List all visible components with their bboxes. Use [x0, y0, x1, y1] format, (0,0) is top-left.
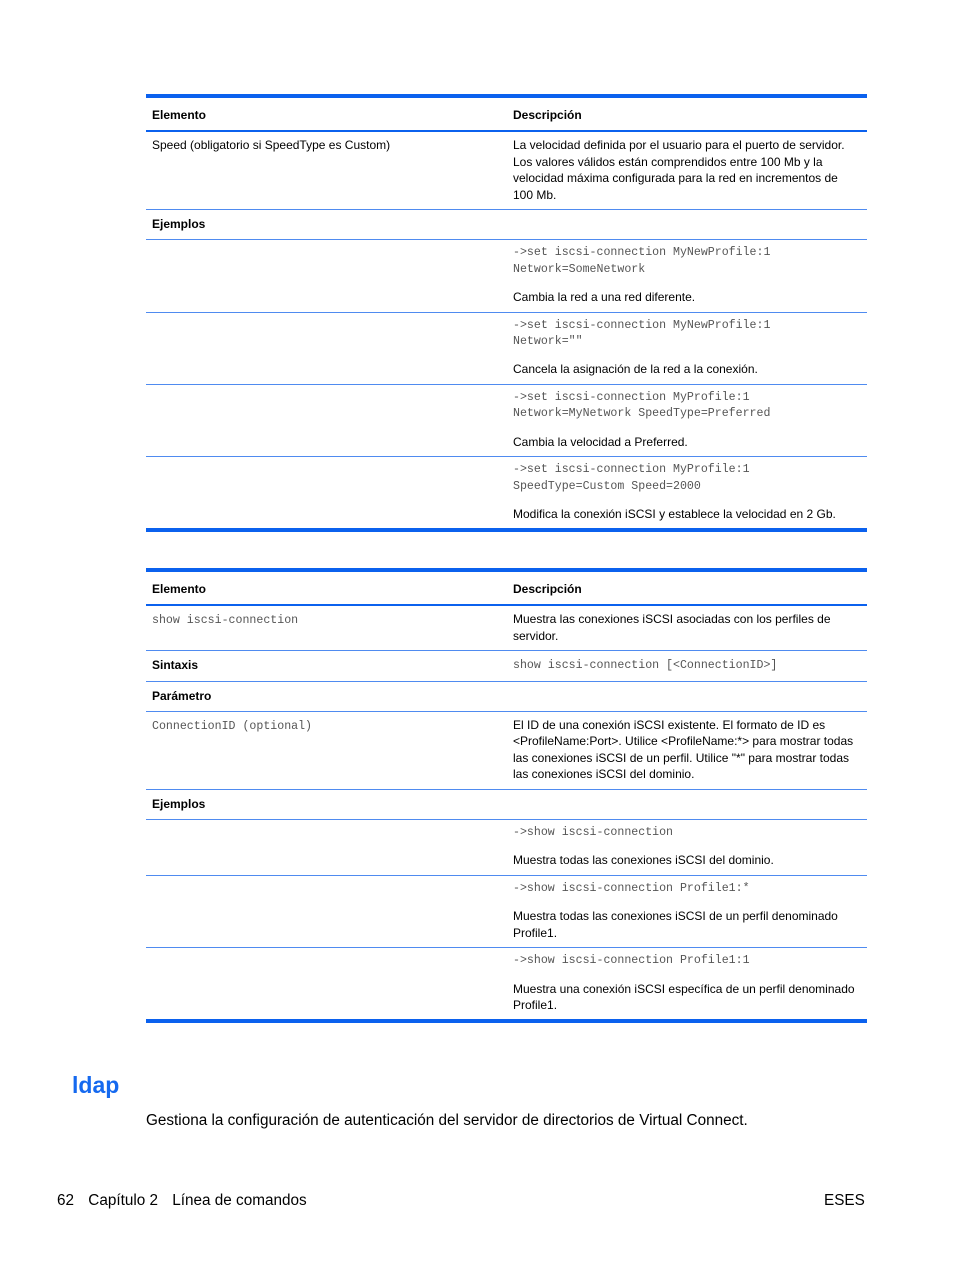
header-element: Elemento	[146, 96, 507, 131]
parameter-description-cell: El ID de una conexión iSCSI existente. El formato de ID es <ProfileName:Port>. Utilice <ProfileName:*> para mostrar todas las conexiones iSCSI de un perfil. Utilice "*" para mostrar todas las conexiones iSCSI del dominio.	[507, 712, 867, 790]
example-description: Muestra todas las conexiones iSCSI del dominio.	[513, 853, 774, 868]
table-header-row	[146, 96, 867, 131]
parameter-heading: Parámetro	[146, 681, 507, 711]
example-code: ->set iscsi-connection MyNewProfile:1 Network=SomeNetwork	[513, 246, 771, 276]
speed-description-cell: La velocidad definida por el usuario para el puerto de servidor. Los valores válidos están comprendidos entre 100 Mb y la velocidad máxima configurada para la red en incrementos de 100 Mb.	[507, 131, 867, 209]
examples-heading: Ejemplos	[146, 210, 507, 240]
section-title: ldap	[72, 1072, 120, 1098]
command-description-cell: Muestra las conexiones iSCSI asociadas con los perfiles de servidor.	[507, 605, 867, 650]
example-code: ->show iscsi-connection	[513, 826, 674, 840]
table-row	[146, 131, 867, 209]
example-cell	[507, 240, 867, 312]
empty-cell	[507, 789, 867, 819]
example-row	[146, 948, 867, 1022]
example-row	[146, 384, 867, 456]
example-cell	[507, 312, 867, 384]
header-element: Elemento	[146, 570, 507, 605]
parameter-heading-row	[146, 681, 867, 711]
parameter-cell	[146, 712, 507, 790]
example-description: Cambia la red a una red diferente.	[513, 290, 696, 305]
syntax-cell	[507, 651, 867, 681]
header-description: Descripción	[507, 570, 867, 605]
examples-heading: Ejemplos	[146, 789, 507, 819]
table-header-row	[146, 570, 867, 605]
empty-cell	[507, 210, 867, 240]
example-cell	[507, 384, 867, 456]
examples-heading-row	[146, 789, 867, 819]
example-code: ->show iscsi-connection Profile1:*	[513, 881, 750, 895]
parameter-code: ConnectionID (optional)	[152, 720, 313, 734]
speed-element-cell: Speed (obligatorio si SpeedType es Custom)	[146, 131, 507, 209]
empty-cell	[146, 875, 507, 947]
example-description: Muestra una conexión iSCSI específica de un perfil denominado Profile1.	[513, 981, 855, 1012]
page-footer	[57, 1192, 317, 1210]
example-row	[146, 240, 867, 312]
empty-cell	[146, 312, 507, 384]
example-cell	[507, 457, 867, 531]
table-row	[146, 605, 867, 650]
example-code: ->set iscsi-connection MyProfile:1 Network=MyNetwork SpeedType=Preferred	[513, 390, 771, 421]
header-description: Descripción	[507, 96, 867, 131]
empty-cell	[507, 681, 867, 711]
chapter-title: Línea de comandos	[172, 1192, 307, 1209]
speed-parameter-table	[146, 94, 867, 532]
example-row	[146, 875, 867, 947]
empty-cell	[146, 948, 507, 1022]
example-code: ->set iscsi-connection MyProfile:1 SpeedType=Custom Speed=2000	[513, 463, 750, 493]
table-row	[146, 712, 867, 790]
footer-locale: ESES	[824, 1192, 865, 1209]
empty-cell	[146, 384, 507, 456]
syntax-label: Sintaxis	[146, 651, 507, 681]
empty-cell	[146, 820, 507, 876]
examples-heading-row	[146, 210, 867, 240]
syntax-row	[146, 651, 867, 681]
example-cell	[507, 820, 867, 876]
section-body: Gestiona la configuración de autenticación del servidor de directorios de Virtual Connect.	[146, 1112, 748, 1129]
empty-cell	[146, 457, 507, 531]
example-row	[146, 312, 867, 384]
command-code: show iscsi-connection	[152, 614, 299, 628]
example-description: Cancela la asignación de la red a la conexión.	[513, 362, 758, 377]
example-row	[146, 457, 867, 531]
example-code: ->set iscsi-connection MyNewProfile:1 Network=""	[513, 318, 771, 349]
page-number: 62	[57, 1192, 75, 1209]
example-description: Modifica la conexión iSCSI y establece la velocidad en 2 Gb.	[513, 506, 836, 521]
example-description: Muestra todas las conexiones iSCSI de un perfil denominado Profile1.	[513, 909, 838, 940]
example-cell	[507, 875, 867, 947]
example-description: Cambia la velocidad a Preferred.	[513, 434, 688, 449]
show-iscsi-connection-table	[146, 568, 867, 1023]
example-cell	[507, 948, 867, 1022]
command-cell	[146, 605, 507, 650]
empty-cell	[146, 240, 507, 312]
chapter-label: Capítulo 2	[88, 1192, 158, 1209]
example-code: ->show iscsi-connection Profile1:1	[513, 954, 750, 968]
example-row	[146, 820, 867, 876]
syntax-code: show iscsi-connection [<ConnectionID>]	[513, 659, 778, 673]
